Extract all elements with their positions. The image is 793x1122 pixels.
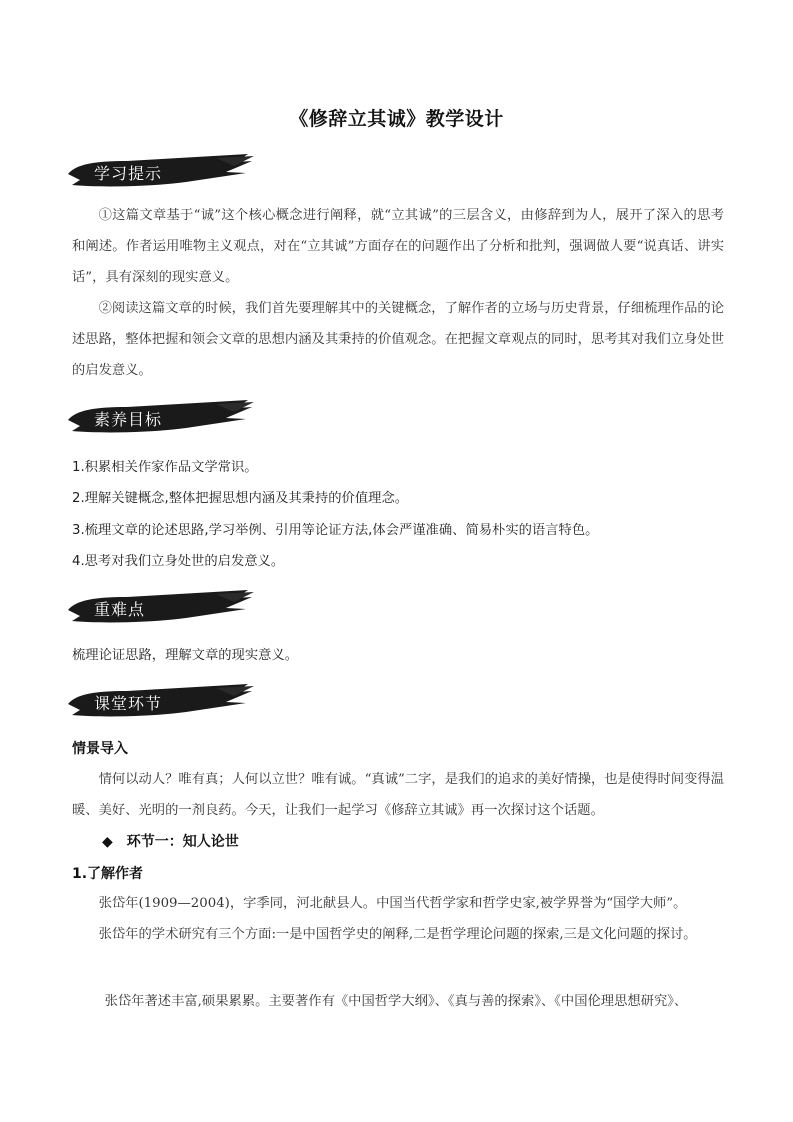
author-paragraph-3: 张岱年著述丰富,硕果累累。主要著作有《中国哲学大纲》、《真与善的探索》、《中国伦理思想研究》、 — [104, 994, 688, 1009]
goal-item: 4.思考对我们立身处世的启发意义。 — [72, 554, 285, 569]
section-heading: 课堂环节 — [94, 694, 163, 713]
author-paragraph-1: 张岱年(1909—2004)，字季同，河北献县人。中国当代哲学家和哲学史家,被学界誉为“国学大师”。 — [98, 896, 687, 911]
goal-item: 1.积累相关作家作品文学常识。 — [72, 460, 258, 475]
intro-paragraph: 情何以动人？唯有真；人何以立世？唯有诚。“真诚”二字，是我们的追求的美好情操，也是使得时间变得温暖、美好、光明的一剂良药。今天，让我们一起学习《修辞立其诚》再一次探讨这个话题。 — [72, 772, 724, 818]
key-points-text: 梳理论证思路，理解文章的现实意义。 — [72, 648, 299, 663]
goal-item: 3.梳理文章的论述思路,学习举例、引用等论证方法,体会严谨准确、简易朴实的语言特色。 — [72, 523, 599, 538]
study-tip-paragraph-2: ②阅读这篇文章的时候，我们首先要理解其中的关键概念，了解作者的立场与历史背景，仔细梳理作品的论述思路，整体把握和领会文章的思想内涵及其秉持的价值观念。在把握文章观点的同时，思考其对我们立身处世的启发意义。 — [72, 301, 724, 378]
section-banner-key-points — [66, 588, 256, 628]
section-banner-goals — [66, 398, 256, 438]
section-banner-study-tips — [66, 152, 256, 192]
study-tip-paragraph-1: ①这篇文章基于“诚”这个核心概念进行阐释，就“立其诚”的三层含义，由修辞到为人，展开了深入的思考和阐述。作者运用唯物主义观点，对在“立其诚”方面存在的问题作出了分析和批判，强调做人要“说真话、讲实话”，具有深刻的现实意义。 — [72, 208, 724, 285]
author-paragraph-2: 张岱年的学术研究有三个方面:一是中国哲学史的阐释,二是哲学理论问题的探索,三是文化问题的探讨。 — [98, 927, 697, 942]
author-section-title: 1.了解作者 — [72, 866, 144, 882]
diamond-bullet-icon: ◆ — [102, 834, 113, 850]
section-heading: 素养目标 — [94, 410, 163, 429]
intro-title: 情景导入 — [72, 741, 128, 757]
section-banner-class-steps — [66, 682, 256, 722]
document-title: 《修辞立其诚》教学设计 — [289, 108, 504, 130]
step-title: 环节一：知人论世 — [126, 834, 239, 850]
step-heading — [102, 831, 239, 851]
goal-item: 2.理解关键概念,整体把握思想内涵及其秉持的价值理念。 — [72, 491, 409, 506]
section-heading: 学习提示 — [94, 164, 163, 183]
section-heading: 重难点 — [94, 600, 146, 619]
